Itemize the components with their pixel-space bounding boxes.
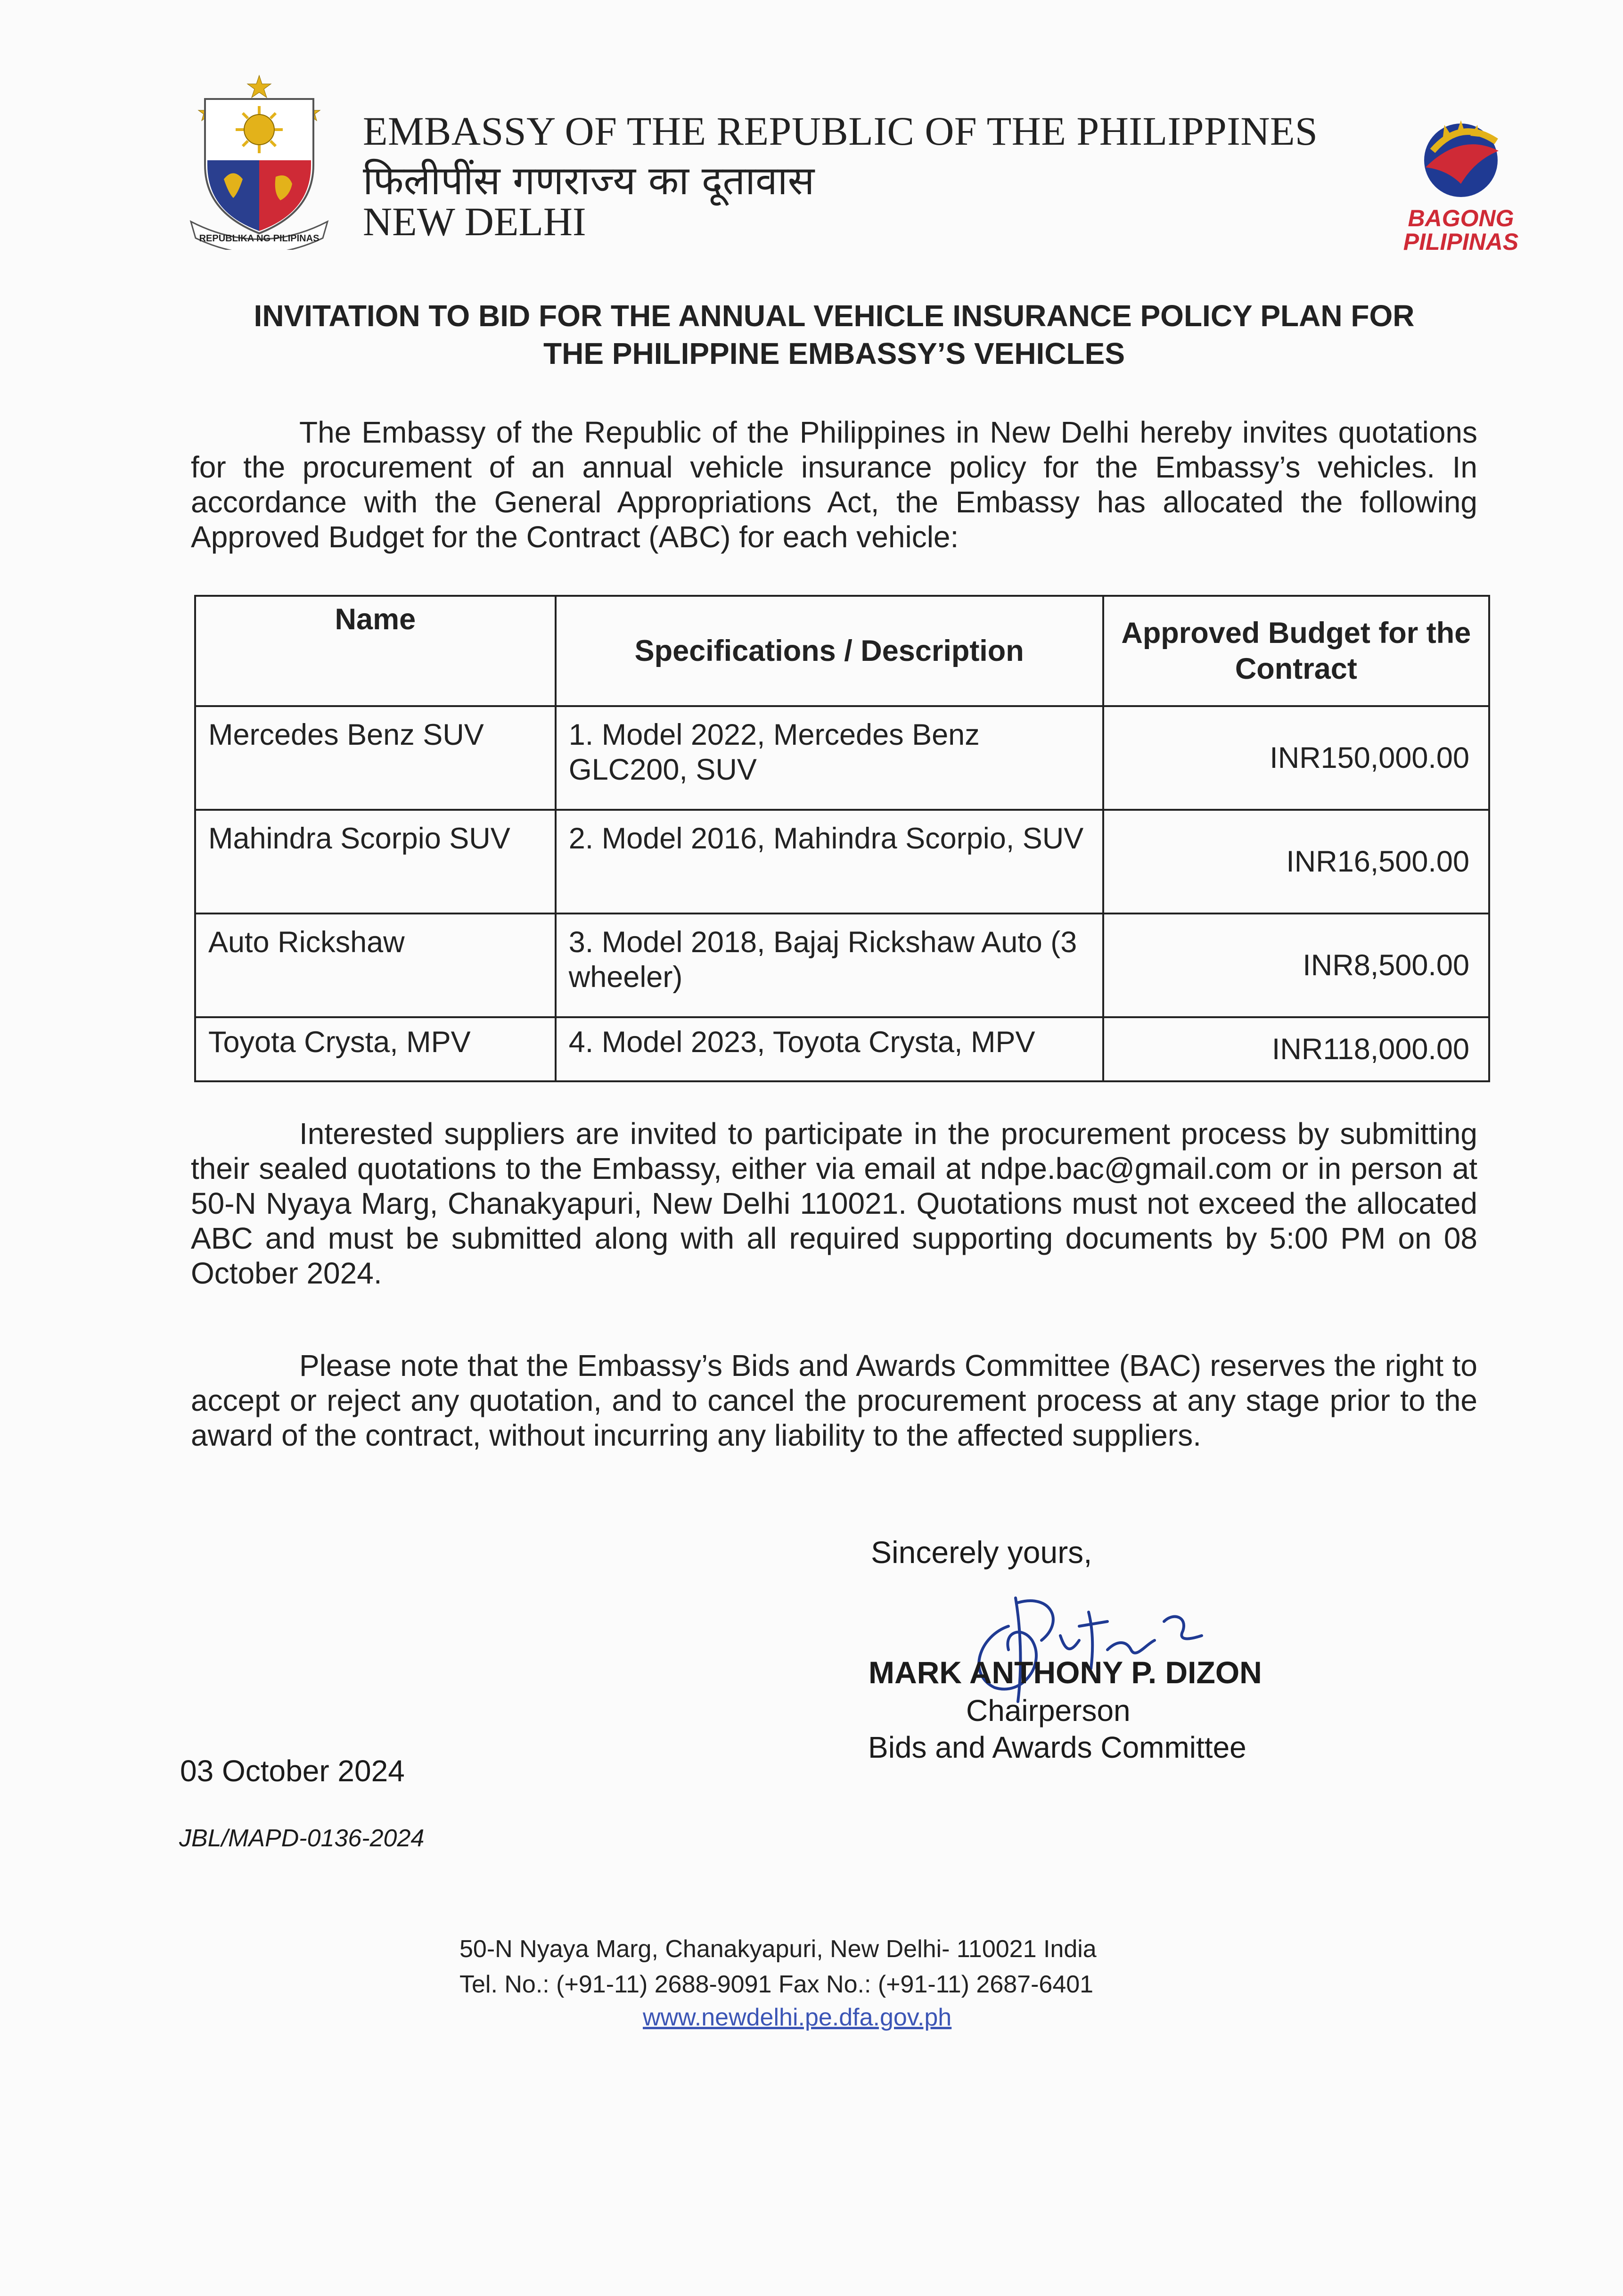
vehicle-spec: 3. Model 2018, Bajaj Rickshaw Auto (3 wheeler) xyxy=(556,913,1103,1017)
vehicle-spec: 1. Model 2022, Mercedes Benz GLC200, SUV xyxy=(556,706,1103,810)
title-line-1: INVITATION TO BID FOR THE ANNUAL VEHICLE INSURANCE POLICY PLAN FOR xyxy=(254,299,1415,333)
bagong-pilipinas-logo-icon xyxy=(1404,113,1517,207)
vehicle-spec: 2. Model 2016, Mahindra Scorpio, SUV xyxy=(556,810,1103,913)
table-row xyxy=(195,913,1489,1017)
vehicle-name: Auto Rickshaw xyxy=(195,913,556,1017)
header-budget: Approved Budget for the Contract xyxy=(1103,596,1489,706)
table-row xyxy=(195,706,1489,810)
reservation-text: Please note that the Embassy’s Bids and Awards Committee (BAC) reserves the right to accept or reject any quotation, and to cancel the procurement process at any stage prior to the award of the contract, without incurring any liability to the affected suppliers. xyxy=(191,1349,1477,1452)
reference-number: JBL/MAPD-0136-2024 xyxy=(179,1825,425,1852)
table-row xyxy=(195,1017,1489,1081)
closing-salutation: Sincerely yours, xyxy=(871,1535,1092,1570)
footer-contact: Tel. No.: (+91-11) 2688-9091 Fax No.: (+91-11) 2687-6401 xyxy=(459,1971,1094,1998)
vehicle-budget: INR8,500.00 xyxy=(1103,913,1489,1017)
budget-table xyxy=(194,595,1490,1082)
intro-text: The Embassy of the Republic of the Philippines in New Delhi hereby invites quotations for the procurement of an annual vehicle insurance policy for the Embassy’s vehicles. In accordance with the General Appropriations Act, the Embassy has allocated the following Approved Budget for the Contract (ABC) for each vehicle: xyxy=(191,415,1477,554)
submission-text: Interested suppliers are invited to participate in the procurement process by submitting their sealed quotations to the Embassy, either via email at ndpe.bac@gmail.com or in person at 50-N Nyaya Marg, Chanakyapuri, New Delhi 110021. Quotations must not exceed the allocated ABC and must be submitted along with all required supporting documents by 5:00 PM on 08 October 2024. xyxy=(191,1117,1477,1290)
vehicle-name: Toyota Crysta, MPV xyxy=(195,1017,556,1081)
document-date: 03 October 2024 xyxy=(180,1754,405,1788)
footer-address: 50-N Nyaya Marg, Chanakyapuri, New Delhi- 110021 India xyxy=(459,1935,1097,1963)
vehicle-budget: INR118,000.00 xyxy=(1103,1017,1489,1081)
vehicle-spec: 4. Model 2023, Toyota Crysta, MPV xyxy=(556,1017,1103,1081)
signer-name: MARK ANTHONY P. DIZON xyxy=(869,1655,1262,1690)
table-row xyxy=(195,810,1489,913)
vehicle-name: Mahindra Scorpio SUV xyxy=(195,810,556,913)
signer-committee: Bids and Awards Committee xyxy=(868,1730,1246,1764)
document-title xyxy=(179,297,1489,372)
header-name: Name xyxy=(195,596,556,706)
vehicle-name: Mercedes Benz SUV xyxy=(195,706,556,810)
philippine-seal-icon xyxy=(186,71,332,250)
bagong-pilipinas-logo-line1: BAGONG xyxy=(1408,205,1514,231)
intro-paragraph xyxy=(191,415,1477,554)
signer-title: Chairperson xyxy=(966,1694,1131,1728)
title-line-2: THE PHILIPPINE EMBASSY’S VEHICLES xyxy=(543,337,1125,370)
table-header-row xyxy=(195,596,1489,706)
submission-paragraph xyxy=(191,1116,1477,1291)
embassy-name-hindi: फिलीपींस गणराज्य का दूतावास xyxy=(363,157,815,204)
bagong-pilipinas-logo-line2: PILIPINAS xyxy=(1403,229,1519,255)
embassy-city: NEW DELHI xyxy=(363,199,586,244)
seal-scroll-text: REPUBLIKA NG PILIPINAS xyxy=(199,233,320,244)
header-specifications: Specifications / Description xyxy=(556,596,1103,706)
embassy-name-english: EMBASSY OF THE REPUBLIC OF THE PHILIPPINES xyxy=(363,108,1318,154)
vehicle-budget: INR16,500.00 xyxy=(1103,810,1489,913)
reservation-paragraph xyxy=(191,1348,1477,1453)
vehicle-budget: INR150,000.00 xyxy=(1103,706,1489,810)
footer-website-link[interactable]: www.newdelhi.pe.dfa.gov.ph xyxy=(643,2004,952,2031)
